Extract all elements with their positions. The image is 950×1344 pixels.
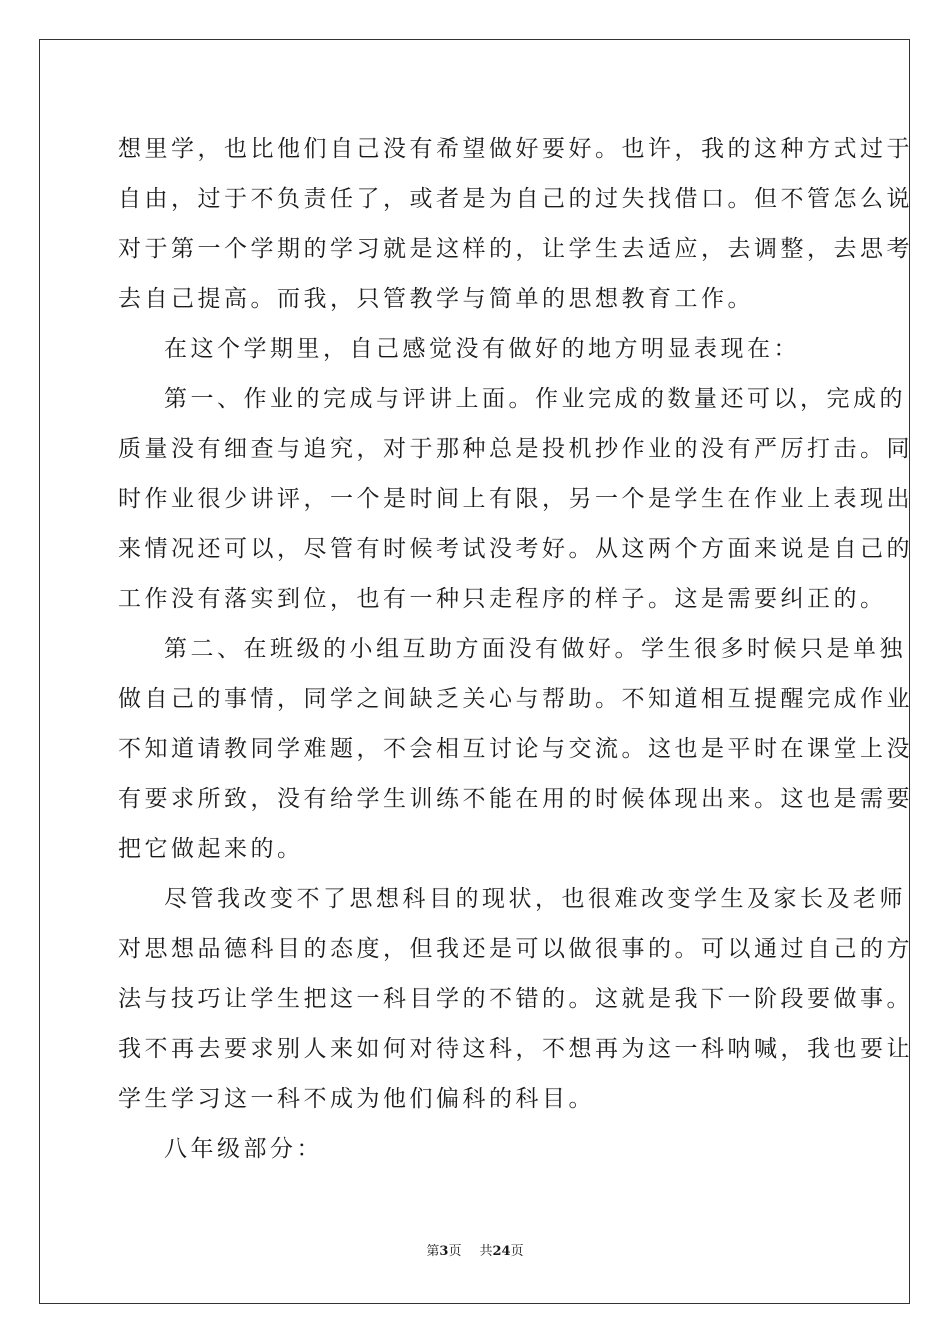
page-suffix: 页	[448, 1244, 462, 1259]
current-page-number: 3	[439, 1244, 449, 1259]
paragraph-start-line: 第二、在班级的小组互助方面没有做好。学生很多时候只是单独	[164, 636, 906, 662]
total-prefix: 共	[479, 1244, 493, 1259]
text-line: 我不再去要求别人来如何对待这科，不想再为这一科呐喊，我也要让	[118, 1036, 913, 1062]
text-line: 不知道请教同学难题，不会相互讨论与交流。这也是平时在课堂上没	[118, 736, 913, 762]
total-page-count: 24	[492, 1244, 511, 1259]
paragraph-start-line: 尽管我改变不了思想科目的现状，也很难改变学生及家长及老师	[164, 886, 906, 912]
paragraph-start-line: 在这个学期里，自己感觉没有做好的地方明显表现在：	[164, 336, 800, 362]
page-prefix: 第	[426, 1244, 440, 1259]
text-line: 工作没有落实到位，也有一种只走程序的样子。这是需要纠正的。	[118, 586, 887, 612]
text-line: 做自己的事情，同学之间缺乏关心与帮助。不知道相互提醒完成作业	[118, 686, 913, 712]
text-line: 对于第一个学期的学习就是这样的，让学生去适应，去调整，去思考	[118, 236, 913, 262]
total-suffix: 页	[510, 1244, 524, 1259]
text-line: 自由，过于不负责任了，或者是为自己的过失找借口。但不管怎么说	[118, 186, 913, 212]
text-line: 法与技巧让学生把这一科目学的不错的。这就是我下一阶段要做事。	[118, 986, 913, 1012]
page-footer	[0, 1243, 950, 1261]
text-line: 质量没有细查与追究，对于那种总是投机抄作业的没有严厉打击。同	[118, 436, 913, 462]
paragraph-start-line: 第一、作业的完成与评讲上面。作业完成的数量还可以，完成的	[164, 386, 906, 412]
text-line: 对思想品德科目的态度，但我还是可以做很事的。可以通过自己的方	[118, 936, 913, 962]
text-line: 想里学，也比他们自己没有希望做好要好。也许，我的这种方式过于	[118, 136, 913, 162]
section-heading-line: 八年级部分：	[164, 1136, 323, 1162]
text-line: 把它做起来的。	[118, 836, 304, 862]
page-border	[39, 39, 913, 1304]
text-line: 时作业很少讲评，一个是时间上有限，另一个是学生在作业上表现出	[118, 486, 913, 512]
text-line: 去自己提高。而我，只管教学与简单的思想教育工作。	[118, 286, 754, 312]
text-line: 有要求所致，没有给学生训练不能在用的时候体现出来。这也是需要	[118, 786, 913, 812]
text-line: 学生学习这一科不成为他们偏科的科目。	[118, 1086, 595, 1112]
text-line: 来情况还可以，尽管有时候考试没考好。从这两个方面来说是自己的	[118, 536, 913, 562]
